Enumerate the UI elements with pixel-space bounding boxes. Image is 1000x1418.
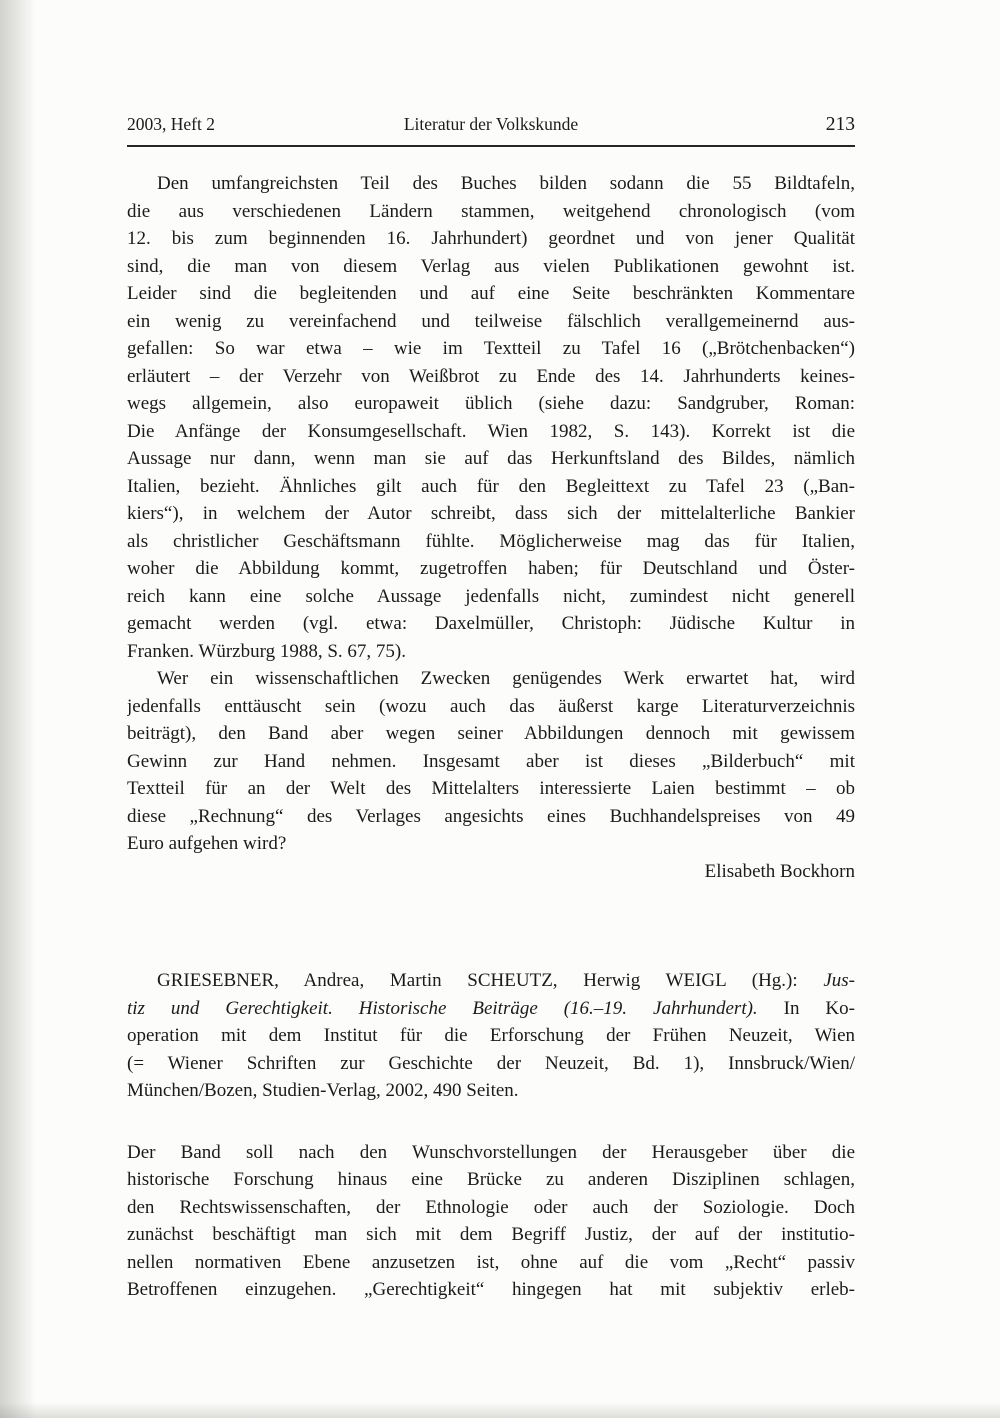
text-segment: München/Bozen, Studien-Verlag, 2002, 490 Seiten. bbox=[127, 1080, 519, 1101]
text-segment: Den umfangreichsten Teil des Buches bilden sodann die 55 Bildtafeln, bbox=[157, 173, 855, 194]
review-text-body bbox=[127, 170, 855, 1304]
text-segment: diese „Rechnung“ des Verlages angesichts eines Buchhandelspreises von 49 bbox=[127, 805, 855, 827]
review-paragraph-b bbox=[127, 665, 855, 858]
text-segment: Aussage nur dann, wenn man sie auf das Herkunftsland des Bildes, nämlich bbox=[127, 448, 855, 469]
text-line bbox=[127, 803, 855, 831]
text-line bbox=[127, 1221, 855, 1249]
bibliographic-heading bbox=[127, 967, 855, 1105]
text-segment: Der Band soll nach den Wunschvorstellungen der Herausgeber über die bbox=[127, 1141, 855, 1163]
text-line bbox=[127, 775, 855, 803]
text-line bbox=[127, 1249, 855, 1277]
text-segment: wegs allgemein, also europaweit üblich (siehe dazu: Sandgruber, Roman: bbox=[127, 393, 855, 414]
text-line bbox=[127, 665, 855, 693]
italic-text-segment: Jus- bbox=[823, 970, 855, 991]
text-segment: Leider sind die begleitenden und auf eine Seite beschränkten Kommentare bbox=[127, 283, 855, 304]
text-segment: den Rechtswissenschaften, der Ethnologie oder auch der Soziologie. Doch bbox=[127, 1196, 855, 1218]
text-segment: Gewinn zur Hand nehmen. Insgesamt aber ist dieses „Bilderbuch“ mit bbox=[127, 750, 855, 772]
text-segment: Wer ein wissenschaftlichen Zwecken genügendes Werk erwartet hat, wird bbox=[157, 668, 855, 689]
text-line bbox=[127, 1022, 855, 1050]
text-line bbox=[127, 858, 855, 886]
text-line bbox=[127, 1194, 855, 1222]
text-line bbox=[127, 995, 855, 1023]
text-line bbox=[127, 445, 855, 473]
text-line bbox=[127, 500, 855, 528]
text-line bbox=[127, 1077, 855, 1105]
text-segment: sind, die man von diesem Verlag aus vielen Publikationen gewohnt ist. bbox=[127, 255, 855, 277]
text-line bbox=[127, 308, 855, 336]
text-line bbox=[127, 967, 855, 995]
text-segment: (= Wiener Schriften zur Geschichte der Neuzeit, Bd. 1), Innsbruck/Wien/ bbox=[127, 1052, 855, 1074]
text-segment: Franken. Würzburg 1988, S. 67, 75). bbox=[127, 640, 406, 662]
text-segment: erläutert – der Verzehr von Weißbrot zu Ende des 14. Jahrhunderts keines- bbox=[127, 365, 855, 387]
text-line bbox=[127, 583, 855, 611]
text-segment: als christlicher Geschäftsmann fühlte. Möglicherweise mag das für Italien, bbox=[127, 530, 855, 552]
text-segment: reich kann eine solche Aussage jedenfalls nicht, zumindest nicht generell bbox=[127, 585, 855, 607]
issue-label: 2003, Heft 2 bbox=[127, 114, 215, 134]
text-line bbox=[127, 555, 855, 583]
text-segment: beiträgt), den Band aber wegen seiner Abbildungen dennoch mit gewissem bbox=[127, 723, 855, 744]
text-segment: kiers“), in welchem der Autor schreibt, dass sich der mittelalterliche Bankier bbox=[127, 503, 855, 524]
text-segment: In Ko- bbox=[757, 997, 855, 1019]
running-header bbox=[127, 0, 855, 147]
text-segment: nellen normativen Ebene anzusetzen ist, ohne auf die vom „Recht“ passiv bbox=[127, 1251, 855, 1273]
review-opening bbox=[127, 1139, 855, 1304]
text-segment: gefallen: So war etwa – wie im Textteil zu Tafel 16 („Brötchenbacken“) bbox=[127, 338, 855, 359]
text-segment: Elisabeth Bockhorn bbox=[704, 860, 855, 882]
text-line bbox=[127, 528, 855, 556]
page-content bbox=[127, 0, 855, 1304]
text-segment: zunächst beschäftigt man sich mit dem Begriff Justiz, der auf der institutio- bbox=[127, 1224, 855, 1245]
text-segment: woher die Abbildung kommt, zugetroffen haben; für Deutschland und Öster- bbox=[127, 558, 855, 579]
text-segment: GRIESEBNER, Andrea, Martin SCHEUTZ, Herwig WEIGL (Hg.): bbox=[157, 970, 824, 991]
text-segment: Euro aufgehen wird? bbox=[127, 833, 287, 854]
text-line bbox=[127, 280, 855, 308]
text-line bbox=[127, 198, 855, 226]
text-line bbox=[127, 225, 855, 253]
text-segment: Textteil für an der Welt des Mittelalters interessierte Laien bestimmt – ob bbox=[127, 778, 855, 799]
text-line bbox=[127, 1050, 855, 1078]
text-line bbox=[127, 610, 855, 638]
text-segment: operation mit dem Institut für die Erforschung der Frühen Neuzeit, Wien bbox=[127, 1025, 855, 1046]
text-line bbox=[127, 1166, 855, 1194]
text-line bbox=[127, 363, 855, 391]
reviewer-signature bbox=[127, 858, 855, 886]
text-line bbox=[127, 390, 855, 418]
text-line bbox=[127, 473, 855, 501]
text-segment: ein wenig zu vereinfachend und teilweise fälschlich verallgemeinernd aus- bbox=[127, 310, 855, 332]
review-paragraph-a bbox=[127, 170, 855, 665]
text-line bbox=[127, 418, 855, 446]
text-segment: die aus verschiedenen Ländern stammen, weitgehend chronologisch (vom bbox=[127, 200, 855, 222]
text-segment: Die Anfänge der Konsumgesellschaft. Wien 1982, S. 143). Korrekt ist die bbox=[127, 420, 855, 442]
text-line bbox=[127, 1139, 855, 1167]
journal-section-title: Literatur der Volkskunde bbox=[403, 114, 579, 134]
text-segment: gemacht werden (vgl. etwa: Daxelmüller, Christoph: Jüdische Kultur in bbox=[127, 613, 855, 634]
page-number: 213 bbox=[825, 114, 855, 135]
text-line bbox=[127, 1276, 855, 1304]
text-segment: Betroffenen einzugehen. „Gerechtigkeit“ hingegen hat mit subjektiv erleb- bbox=[127, 1279, 855, 1300]
text-line bbox=[127, 170, 855, 198]
text-line bbox=[127, 253, 855, 281]
text-line bbox=[127, 720, 855, 748]
text-segment: historische Forschung hinaus eine Brücke zu anderen Disziplinen schlagen, bbox=[127, 1169, 855, 1190]
italic-text-segment: tiz und Gerechtigkeit. Historische Beiträge (16.–19. Jahrhundert). bbox=[127, 997, 758, 1019]
text-segment: 12. bis zum beginnenden 16. Jahrhundert) geordnet und von jener Qualität bbox=[127, 228, 855, 249]
text-line bbox=[127, 693, 855, 721]
text-line bbox=[127, 335, 855, 363]
text-segment: jedenfalls enttäuscht sein (wozu auch das äußerst karge Literaturverzeichnis bbox=[127, 695, 855, 717]
text-line bbox=[127, 830, 855, 858]
text-segment: Italien, bezieht. Ähnliches gilt auch für den Begleittext zu Tafel 23 („Ban- bbox=[127, 475, 855, 497]
text-line bbox=[127, 748, 855, 776]
text-line bbox=[127, 638, 855, 666]
